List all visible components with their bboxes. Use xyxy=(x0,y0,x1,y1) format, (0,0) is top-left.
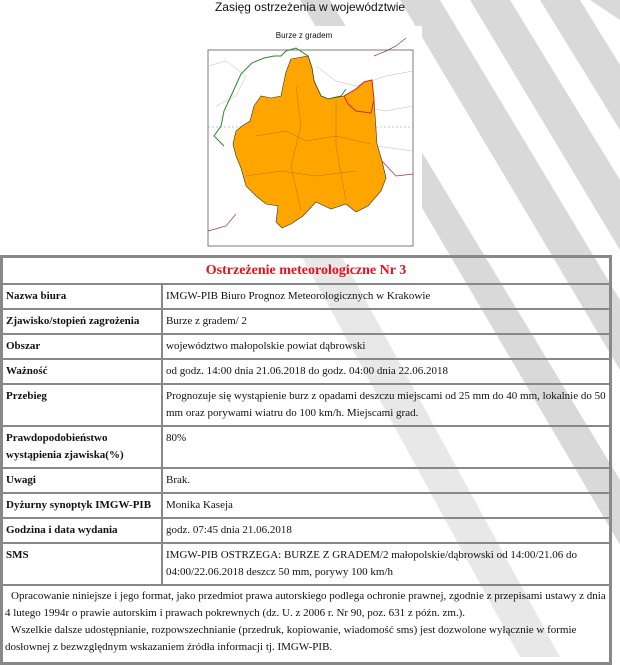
row-value: Prognozuje się wystąpienie burz z opadami deszczu miejscami od 25 mm do 40 mm, lokalnie do 50 mm oraz porywami wiatru do 100 km/h. Miejscami grad. xyxy=(162,384,610,426)
table-row xyxy=(2,384,610,426)
row-label: Dyżurny synoptyk IMGW-PIB xyxy=(2,493,162,518)
row-label: Uwagi xyxy=(2,468,162,493)
map-title: Burze z gradem xyxy=(275,31,333,40)
row-value: 80% xyxy=(162,426,610,468)
warning-table xyxy=(0,255,612,665)
row-value: Burze z gradem/ 2 xyxy=(162,309,610,334)
table-row xyxy=(2,493,610,518)
row-value: od godz. 14:00 dnia 21.06.2018 do godz. 04:00 dnia 22.06.2018 xyxy=(162,359,610,384)
warning-map xyxy=(186,26,422,256)
row-label: Obszar xyxy=(2,334,162,359)
table-row xyxy=(2,359,610,384)
row-value: IMGW-PIB OSTRZEGA: BURZE Z GRADEM/2 małopolskie/dąbrowski od 14:00/21.06 do 04:00/22.06.2018 deszcz 50 mm, porywy 100 km/h xyxy=(162,543,610,585)
row-value: godz. 07:45 dnia 21.06.2018 xyxy=(162,518,610,543)
row-label: Przebieg xyxy=(2,384,162,426)
table-row xyxy=(2,284,610,309)
row-label: Godzina i data wydania xyxy=(2,518,162,543)
table-row xyxy=(2,426,610,468)
table-row xyxy=(2,334,610,359)
copyright-notice xyxy=(2,585,610,663)
row-value: Brak. xyxy=(162,468,610,493)
redistribution-text: Wszelkie dalsze udostępnianie, rozpowszechnianie (przedruk, kopiowanie, wiadomość sms) jest dozwolone wyłącznie w formie dosłownej z bezwzględnym wskazaniem źródła informacji tj. IMGW-PIB. xyxy=(5,624,577,653)
table-row xyxy=(2,468,610,493)
table-row xyxy=(2,543,610,585)
row-label: Ważność xyxy=(2,359,162,384)
row-label: SMS xyxy=(2,543,162,585)
row-value: Monika Kaseja xyxy=(162,493,610,518)
map-graphic xyxy=(186,26,422,256)
copyright-text: Opracowanie niniejsze i jego format, jako przedmiot prawa autorskiego podlega ochronie prawnej, zgodnie z przepisami ustawy z dnia 4 lutego 1994r o prawie autorskim i prawach pokrewnych (dz. U. z 2006 r. Nr 90, poz. 631 z późn. zm.). xyxy=(5,590,606,619)
warning-heading: Ostrzeżenie meteorologiczne Nr 3 xyxy=(2,257,610,284)
row-value: województwo małopolskie powiat dąbrowski xyxy=(162,334,610,359)
table-row xyxy=(2,518,610,543)
row-value: IMGW-PIB Biuro Prognoz Meteorologicznych w Krakowie xyxy=(162,284,610,309)
row-label: Prawdopodobieństwo wystąpienia zjawiska(%) xyxy=(2,426,162,468)
page-title: Zasięg ostrzeżenia w województwie xyxy=(214,0,406,14)
table-row xyxy=(2,309,610,334)
row-label: Nazwa biura xyxy=(2,284,162,309)
row-label: Zjawisko/stopień zagrożenia xyxy=(2,309,162,334)
